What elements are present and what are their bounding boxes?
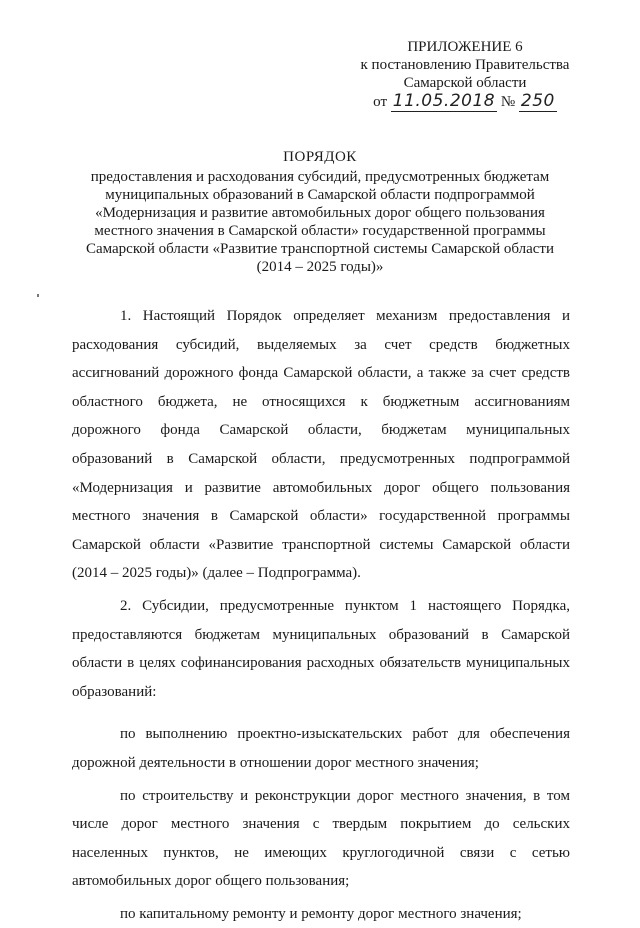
paragraph-4: по строительству и реконструкции дорог местного значения, в том числе дорог местного значения с твердым покрытием до сельских населенных пунктов, не имеющих круглогодичной связи с сетью автомобильных дорог общего пользования; bbox=[72, 787, 570, 890]
date-prefix: от bbox=[373, 94, 387, 110]
appendix-line-2: Самарской области bbox=[403, 75, 527, 91]
appendix-title: ПРИЛОЖЕНИЕ 6 bbox=[407, 39, 523, 55]
title-line-6: (2014 – 2025 годы)» bbox=[256, 259, 384, 275]
paragraph-1: 1. Настоящий Порядок определяет механизм предоставления и расходования субсидий, выделяемых за счет средств бюджетных ассигнований дорожного фонда Самарской области, а также за счет средств областного бюджета, не относящихся к бюджетным ассигнованиям дорожного фонда Самарской области, бюджетам муниципальных образований в Самарской области, предусмотренных подпрограммой «Модернизация и развитие автомобильных дорог общего пользования местного значения в Самарской области» государственной программы Самарской области «Развитие транспортной системы Самарской области (2014 – 2025 годы)» (далее – Подпрограмма). bbox=[72, 308, 570, 582]
paragraph-5: по капитальному ремонту и ремонту дорог местного значения; bbox=[120, 905, 522, 922]
title-line-2: муниципальных образований в Самарской области подпрограммой bbox=[105, 187, 535, 203]
appendix-date-line bbox=[350, 92, 580, 111]
handwritten-date: 11.05.2018 bbox=[392, 91, 496, 111]
title-line-1: предоставления и расходования субсидий, предусмотренных бюджетам bbox=[90, 169, 550, 185]
paragraph-3: по выполнению проектно-изыскательских работ для обеспечения дорожной деятельности в отношении дорог местного значения; bbox=[72, 726, 570, 771]
title-line-4: местного значения в Самарской области» государственной программы bbox=[94, 223, 546, 239]
appendix-header bbox=[350, 38, 580, 111]
number-sign: № bbox=[500, 94, 516, 110]
title-line-3: «Модернизация и развитие автомобильных дорог общего пользования bbox=[95, 205, 545, 221]
paragraph-2: 2. Субсидии, предусмотренные пунктом 1 настоящего Порядка, предоставляются бюджетам муниципальных образований в Самарской области в целях софинансирования расходных обязательств муниципальных образований: bbox=[72, 597, 570, 700]
document-heading: ПОРЯДОК bbox=[283, 149, 357, 165]
handwritten-number: 250 bbox=[520, 91, 555, 111]
document-title-block bbox=[70, 148, 570, 276]
title-line-5: Самарской области «Развитие транспортной системы Самарской области bbox=[85, 241, 555, 257]
document-body bbox=[72, 302, 570, 928]
margin-mark bbox=[37, 294, 39, 297]
appendix-line-1: к постановлению Правительства bbox=[360, 57, 570, 73]
